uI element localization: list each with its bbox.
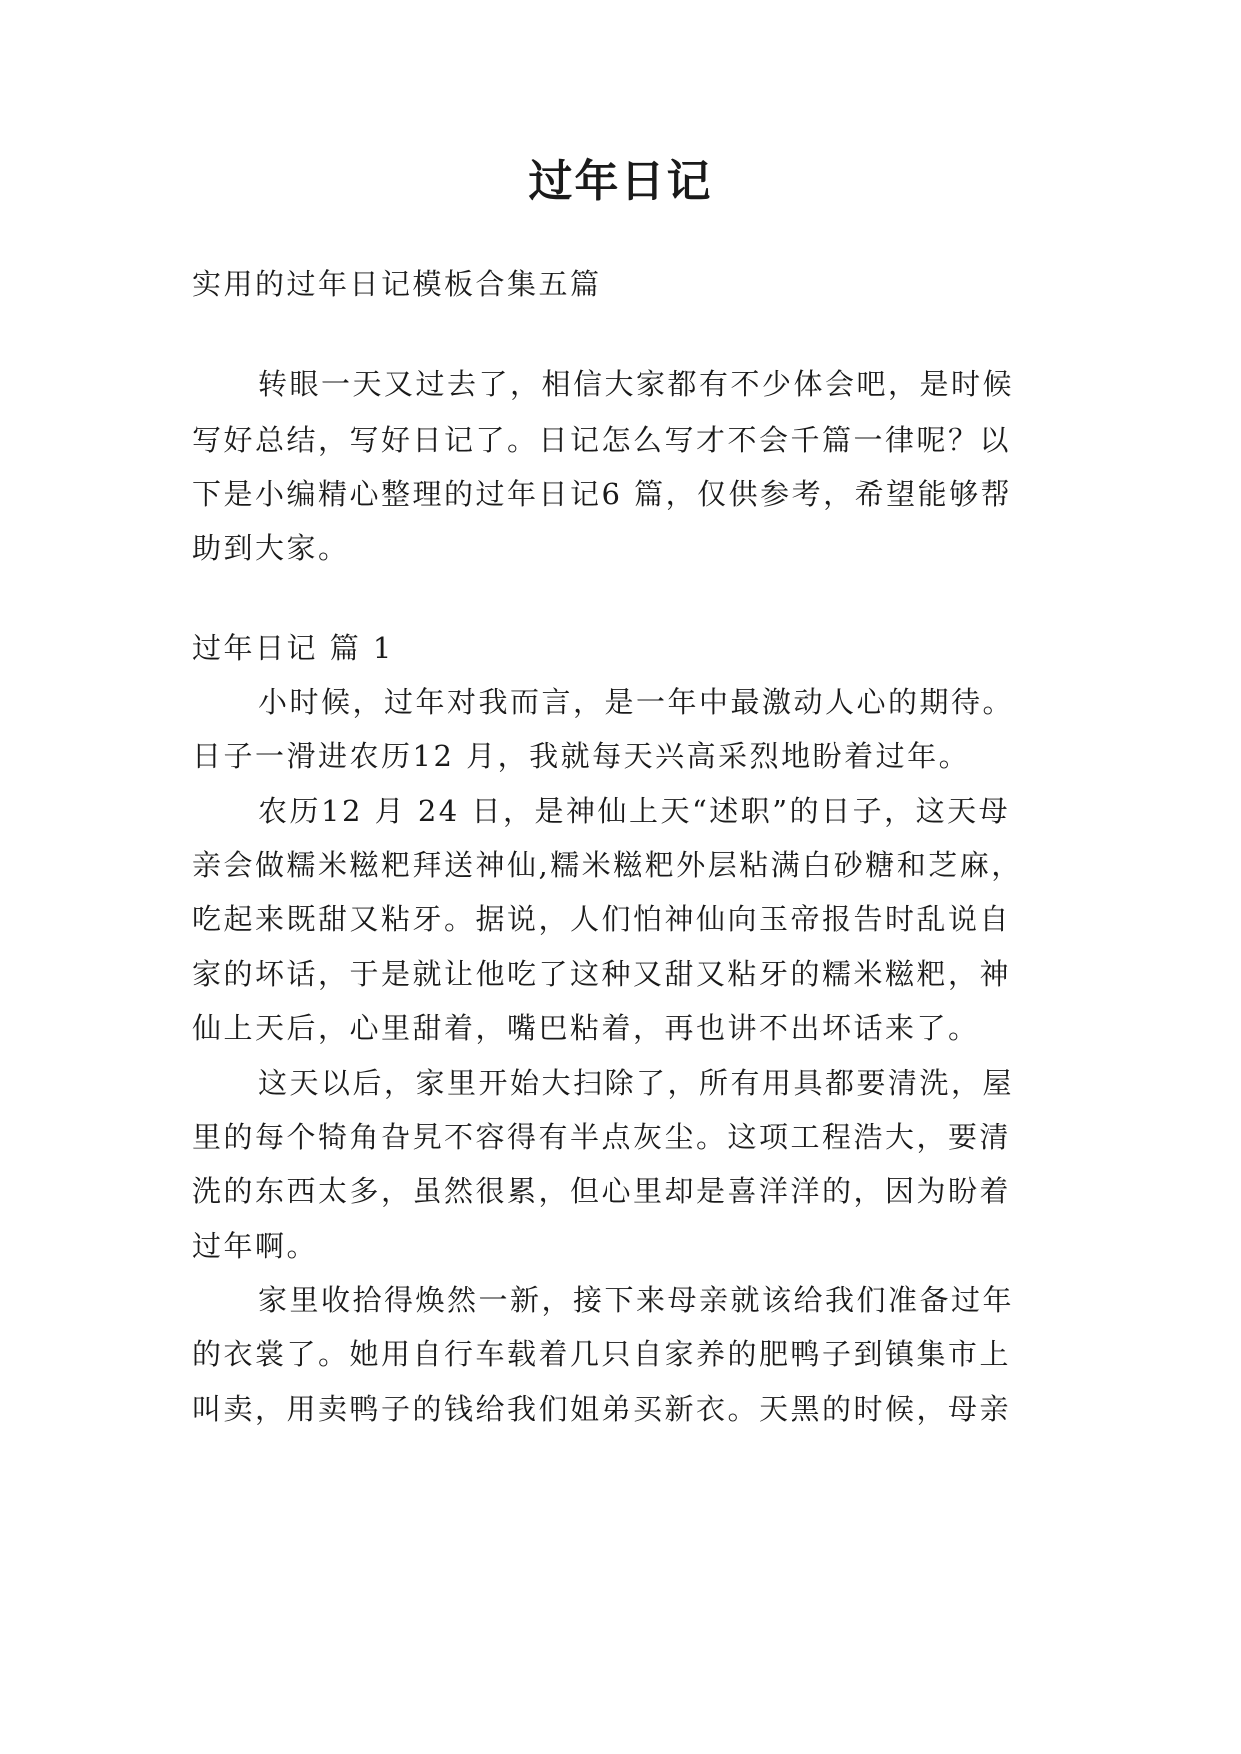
- document-subtitle: 实用的过年日记模板合集五篇: [192, 267, 602, 301]
- body-line: 日子一滑进农历12 月，我就每天兴高采烈地盼着过年。: [192, 739, 971, 773]
- section-heading: 过年日记 篇 1: [192, 631, 394, 665]
- intro-line: 助到大家。: [192, 531, 350, 565]
- body-line: 小时候，过年对我而言，是一年中最激动人心的期待。: [258, 685, 1015, 719]
- body-line: 的衣裳了。她用自行车载着几只自家养的肥鸭子到镇集市上: [192, 1337, 1012, 1371]
- intro-line: 转眼一天又过去了，相信大家都有不少体会吧，是时候: [258, 367, 1015, 401]
- body-line: 家的坏话，于是就让他吃了这种又甜又粘牙的糯米糍粑，神: [192, 957, 1012, 991]
- body-line: 亲会做糯米糍粑拜送神仙,糯米糍粑外层粘满白砂糖和芝麻，: [192, 848, 1023, 882]
- body-line: 农历12 月 24 日，是神仙上天“述职”的日子，这天母: [258, 794, 1011, 828]
- body-line: 叫卖，用卖鸭子的钱给我们姐弟买新衣。天黑的时候，母亲: [192, 1392, 1012, 1426]
- intro-line: 写好总结，写好日记了。日记怎么写才不会千篇一律呢？以: [192, 423, 1012, 457]
- document-title: 过年日记: [528, 156, 713, 207]
- body-line: 过年啊。: [192, 1229, 319, 1263]
- body-line: 里的每个犄角旮旯不容得有半点灰尘。这项工程浩大，要清: [192, 1120, 1012, 1154]
- intro-line: 下是小编精心整理的过年日记6 篇，仅供参考，希望能够帮: [192, 477, 1013, 511]
- body-line: 这天以后，家里开始大扫除了，所有用具都要清洗，屋: [258, 1066, 1015, 1100]
- body-line: 家里收拾得焕然一新，接下来母亲就该给我们准备过年: [258, 1283, 1015, 1317]
- body-line: 洗的东西太多，虽然很累，但心里却是喜洋洋的，因为盼着: [192, 1174, 1012, 1208]
- body-line: 仙上天后，心里甜着，嘴巴粘着，再也讲不出坏话来了。: [192, 1011, 980, 1045]
- body-line: 吃起来既甜又粘牙。据说，人们怕神仙向玉帝报告时乱说自: [192, 902, 1012, 936]
